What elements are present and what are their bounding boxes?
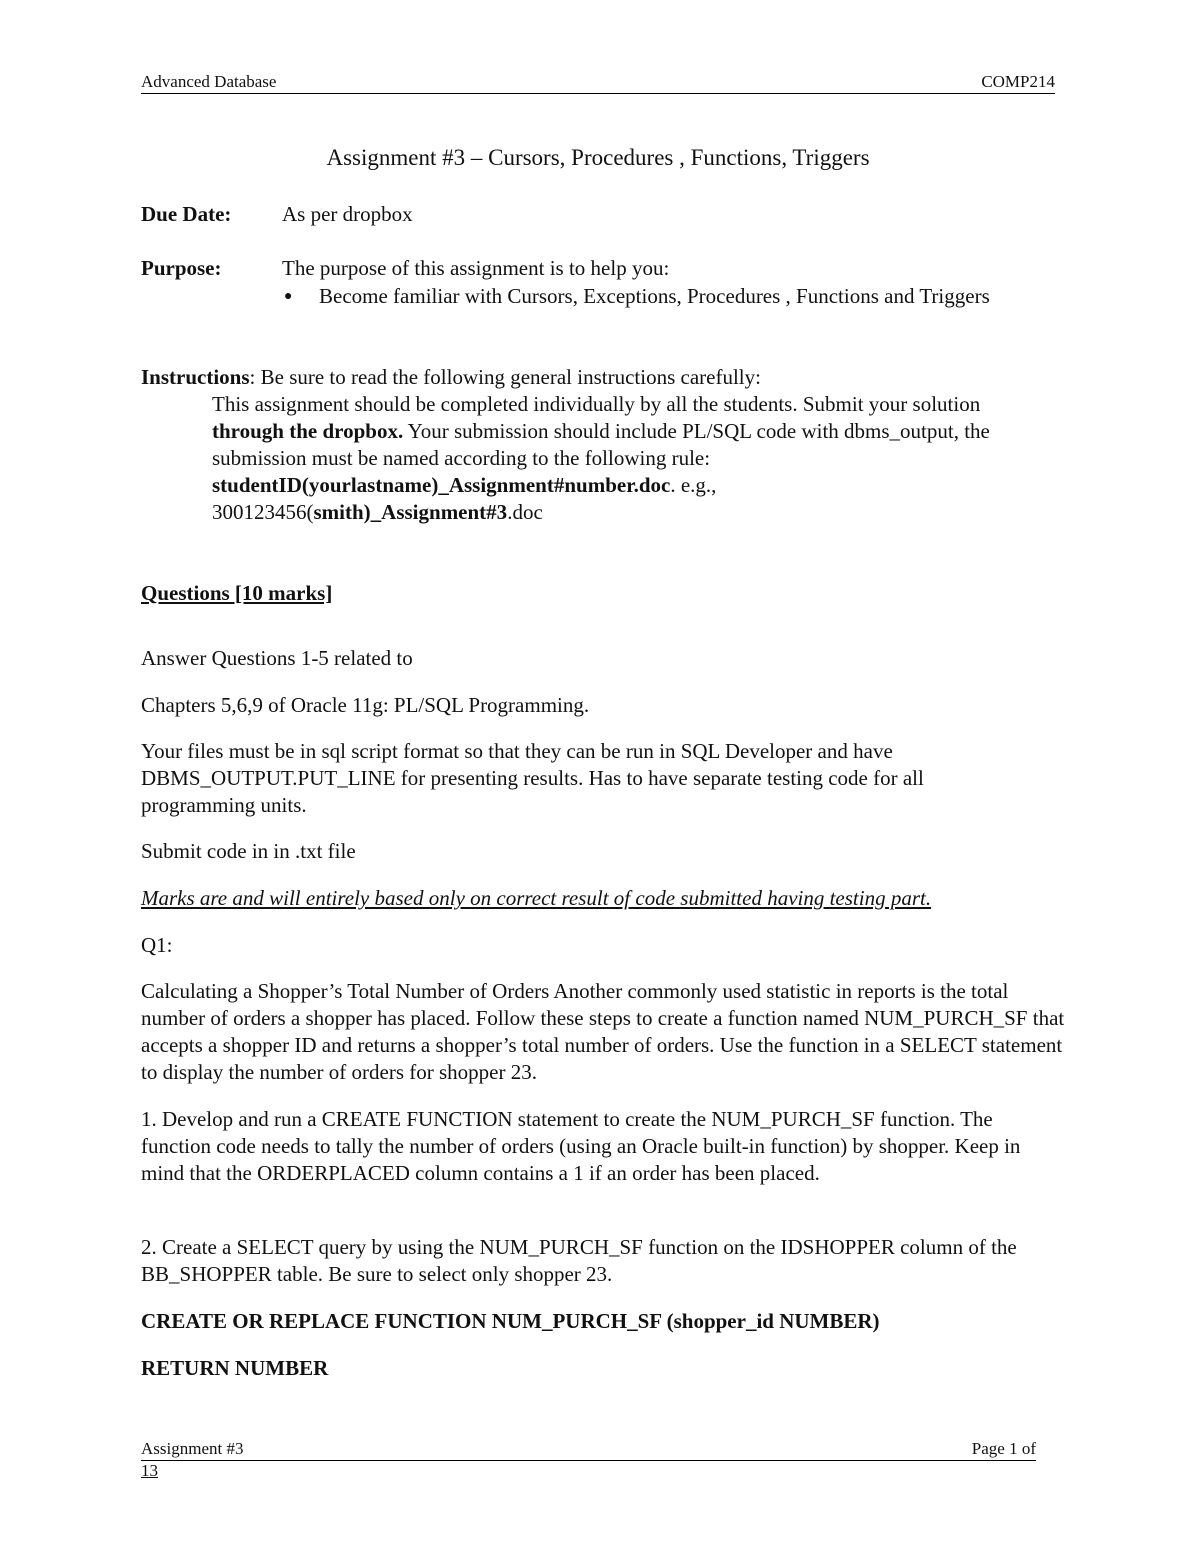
code-line-1 [141, 1308, 1066, 1335]
due-date-label: Due Date: [141, 202, 232, 226]
header-course-code: COMP214 [981, 72, 1055, 91]
para-submit: Submit code in in .txt file [141, 839, 356, 863]
purpose-intro: The purpose of this assignment is to help you: [282, 256, 670, 280]
example-extension: .doc [507, 500, 543, 524]
purpose-label: Purpose: [141, 256, 222, 280]
example-number: 300123456( [212, 500, 314, 524]
bullet-icon: ● [284, 289, 293, 304]
purpose-bullet [282, 283, 1002, 310]
questions-heading-text: Questions [10 marks] [141, 581, 333, 605]
example-name: smith)_Assignment#3 [313, 500, 508, 524]
instructions-label: Instructions [141, 365, 250, 389]
header-course-name: Advanced Database [141, 72, 277, 91]
footer-page-number: Page 1 of [971, 1439, 1036, 1458]
due-date-value: As per dropbox [282, 202, 413, 226]
para-q1: Q1: [141, 933, 173, 957]
footer-page-total: 13 [141, 1461, 158, 1480]
instructions-line [141, 364, 1041, 391]
para-q1-description: Calculating a Shopper’s Total Number of Orders Another commonly used statistic in reports is the total number of orders a shopper has placed. Follow these steps to create a function named NUM_PURCH_SF that accepts a shopper ID and returns a shopper’s total number of orders. Use the function in a SELECT statement to display the number of orders for shopper 23. [141, 979, 1065, 1084]
instructions-body [212, 391, 1012, 526]
marks-note: Marks are and will entirely based only on correct result of code submitted having testing part. [141, 886, 932, 910]
instructions-text-1: This assignment should be completed individually by all the students. Submit your solution [212, 392, 981, 416]
para-chapters: Chapters 5,6,9 of Oracle 11g: PL/SQL Programming. [141, 693, 590, 717]
instructions-lead: : Be sure to read the following general instructions carefully: [249, 365, 761, 389]
code-line-2-text: RETURN NUMBER [141, 1356, 329, 1380]
purpose-bullet-text: Become familiar with Cursors, Exceptions, Procedures , Functions and Triggers [319, 284, 990, 308]
code-line-2 [141, 1355, 1066, 1382]
para-step-1: 1. Develop and run a CREATE FUNCTION statement to create the NUM_PURCH_SF function. The function code needs to tally the number of orders (using an Oracle built-in function) by shopper. Keep in mind that the ORDERPLACED column contains a 1 if an order has been placed. [141, 1107, 1021, 1185]
page-header [141, 72, 1055, 94]
para-marks [141, 885, 1066, 912]
naming-rule: studentID(yourlastname)_Assignment#number.doc [212, 473, 671, 497]
para-files: Your files must be in sql script format so that they can be run in SQL Developer and have DBMS_OUTPUT.PUT_LINE for presenting results. Has to have separate testing code for all programming units. [141, 739, 924, 817]
footer-assignment: Assignment #3 [141, 1439, 244, 1458]
assignment-title: Assignment #3 – Cursors, Procedures , Functions, Triggers [326, 145, 870, 170]
naming-eg: . e.g., [670, 473, 717, 497]
para-step-2: 2. Create a SELECT query by using the NUM_PURCH_SF function on the IDSHOPPER column of the BB_SHOPPER table. Be sure to select only shopper 23. [141, 1235, 1017, 1286]
questions-heading [141, 580, 332, 607]
para-answer: Answer Questions 1-5 related to [141, 646, 413, 670]
page-footer [141, 1438, 1036, 1461]
instructions-dropbox: through the dropbox. [212, 419, 404, 443]
instructions-text-2: Your submission should include PL/SQL code with dbms_output, the submission must be named according to the following rule: [212, 419, 990, 470]
code-line-1-text: CREATE OR REPLACE FUNCTION NUM_PURCH_SF (shopper_id NUMBER) [141, 1309, 880, 1333]
